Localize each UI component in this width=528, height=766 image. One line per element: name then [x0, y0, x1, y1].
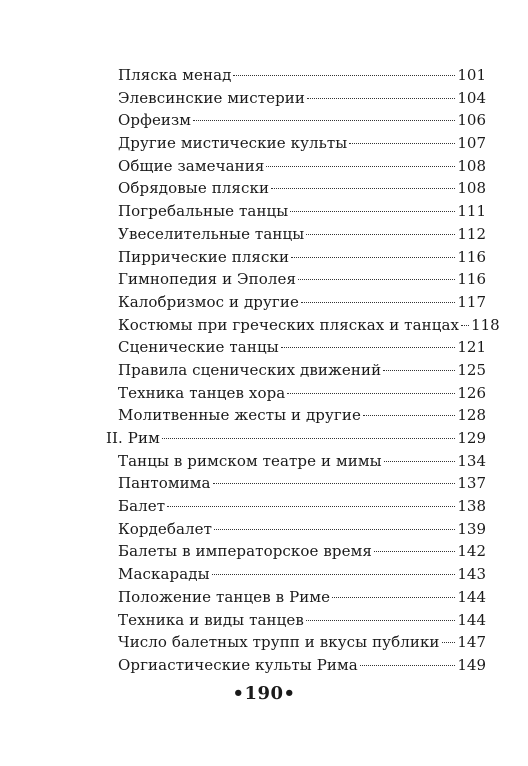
toc-entry — [106, 631, 486, 654]
dot-leader — [384, 461, 456, 462]
dot-leader — [306, 234, 455, 235]
toc-entry-title: Число балетных трупп и вкусы публики — [118, 633, 440, 652]
dot-leader — [374, 551, 455, 552]
page-number: •190• — [232, 683, 296, 704]
toc-entry-page: 138 — [457, 497, 486, 516]
dot-leader — [271, 188, 455, 189]
table-of-contents — [106, 64, 500, 677]
toc-entry-page: 116 — [457, 270, 486, 289]
dot-leader — [461, 325, 469, 326]
toc-entry — [106, 359, 486, 382]
toc-entry — [106, 450, 486, 473]
toc-entry-title: Положение танцев в Риме — [118, 587, 331, 606]
toc-entry-title: Техника танцев хора — [118, 383, 286, 402]
dot-leader — [291, 257, 455, 258]
dot-leader — [266, 166, 455, 167]
dot-leader — [306, 620, 455, 621]
toc-entry-title: Элевсинские мистерии — [118, 88, 305, 107]
toc-entry-page: 118 — [471, 315, 500, 334]
dot-leader — [442, 642, 456, 643]
toc-entry-page: 126 — [457, 383, 486, 402]
toc-entry-page: 137 — [457, 474, 486, 493]
toc-entry — [106, 518, 486, 541]
toc-entry-page: 139 — [457, 519, 486, 538]
dot-leader — [167, 506, 455, 507]
toc-entry — [106, 200, 486, 223]
toc-entry-page: 125 — [457, 360, 486, 379]
toc-entry-title: Калобризмос и другие — [118, 292, 299, 311]
toc-entry — [106, 404, 486, 427]
dot-leader — [193, 120, 455, 121]
dot-leader — [360, 665, 456, 666]
dot-leader — [290, 211, 455, 212]
toc-entry-page: 134 — [457, 451, 486, 470]
dot-leader — [307, 98, 455, 99]
toc-entry — [106, 586, 486, 609]
toc-entry-title: Оргиастические культы Рима — [118, 655, 358, 674]
toc-entry-page: 129 — [457, 429, 486, 447]
dot-leader — [298, 279, 455, 280]
toc-entry — [106, 64, 486, 87]
dot-leader — [301, 302, 455, 303]
toc-entry-title: Костюмы при греческих плясках и танцах — [118, 315, 460, 334]
toc-entry — [106, 540, 486, 563]
toc-entry-title: Гимнопедия и Эполея — [118, 270, 297, 289]
dot-leader — [363, 415, 455, 416]
toc-entry — [106, 177, 486, 200]
toc-entry-page: 144 — [457, 610, 486, 629]
toc-entry — [106, 336, 486, 359]
toc-entry-title: Молитвенные жесты и другие — [118, 406, 361, 425]
toc-entry — [106, 246, 486, 269]
dot-leader — [233, 75, 455, 76]
toc-entry-page: 116 — [457, 247, 486, 266]
dot-leader — [349, 143, 455, 144]
toc-entry-title: Орфеизм — [118, 111, 192, 130]
dot-leader — [214, 529, 455, 530]
toc-entry-title: Балеты в императорское время — [118, 542, 372, 561]
toc-entry-title: Техника и виды танцев — [118, 610, 304, 629]
toc-entry-page: 117 — [457, 292, 486, 311]
toc-entry-title: Погребальные танцы — [118, 202, 289, 221]
toc-entry-page: 108 — [457, 179, 486, 198]
toc-entry — [106, 609, 486, 632]
toc-entry-page: 106 — [457, 111, 486, 130]
toc-entry-page: 128 — [457, 406, 486, 425]
toc-entry — [106, 495, 486, 518]
toc-entry-title: Сценические танцы — [118, 338, 279, 357]
toc-entry — [106, 563, 486, 586]
dot-leader — [383, 370, 455, 371]
toc-entry — [106, 427, 486, 450]
toc-entry-page: 149 — [457, 655, 486, 674]
toc-entry — [106, 132, 486, 155]
toc-entry-page: 112 — [457, 224, 486, 243]
dot-leader — [281, 347, 456, 348]
toc-entry-title: Другие мистические культы — [118, 134, 348, 153]
toc-entry-title: II. Рим — [106, 429, 160, 447]
toc-entry-title: Пантомима — [118, 474, 211, 493]
toc-entry-page: 143 — [457, 565, 486, 584]
toc-entry-page: 108 — [457, 156, 486, 175]
toc-entry — [106, 155, 486, 178]
toc-entry-title: Танцы в римском театре и мимы — [118, 451, 382, 470]
toc-entry — [106, 314, 500, 337]
toc-entry-title: Обрядовые пляски — [118, 179, 270, 198]
toc-entry — [106, 109, 486, 132]
dot-leader — [162, 438, 456, 439]
toc-entry — [106, 654, 486, 677]
toc-entry-title: Маскарады — [118, 565, 210, 584]
toc-entry-page: 144 — [457, 587, 486, 606]
toc-entry-page: 104 — [457, 88, 486, 107]
toc-entry — [106, 268, 486, 291]
toc-entry-page: 121 — [457, 338, 486, 357]
toc-entry-title: Кордебалет — [118, 519, 213, 538]
dot-leader — [212, 574, 456, 575]
toc-entry-page: 101 — [457, 66, 486, 84]
toc-entry-title: Правила сценических движений — [118, 360, 382, 379]
toc-entry — [106, 472, 486, 495]
dot-leader — [332, 597, 455, 598]
toc-entry-title: Пляска менад — [118, 66, 232, 84]
toc-entry-title: Увеселительные танцы — [118, 224, 305, 243]
toc-entry-title: Пиррические пляски — [118, 247, 290, 266]
dot-leader — [287, 393, 455, 394]
toc-entry — [106, 291, 486, 314]
toc-entry-title: Общие замечания — [118, 156, 265, 175]
toc-entry-page: 142 — [457, 542, 486, 561]
toc-entry — [106, 382, 486, 405]
toc-entry-page: 107 — [457, 134, 486, 153]
toc-entry-page: 111 — [457, 202, 486, 221]
toc-entry — [106, 223, 486, 246]
dot-leader — [213, 483, 456, 484]
toc-entry — [106, 87, 486, 110]
toc-entry-page: 147 — [457, 633, 486, 652]
toc-entry-title: Балет — [118, 497, 166, 516]
